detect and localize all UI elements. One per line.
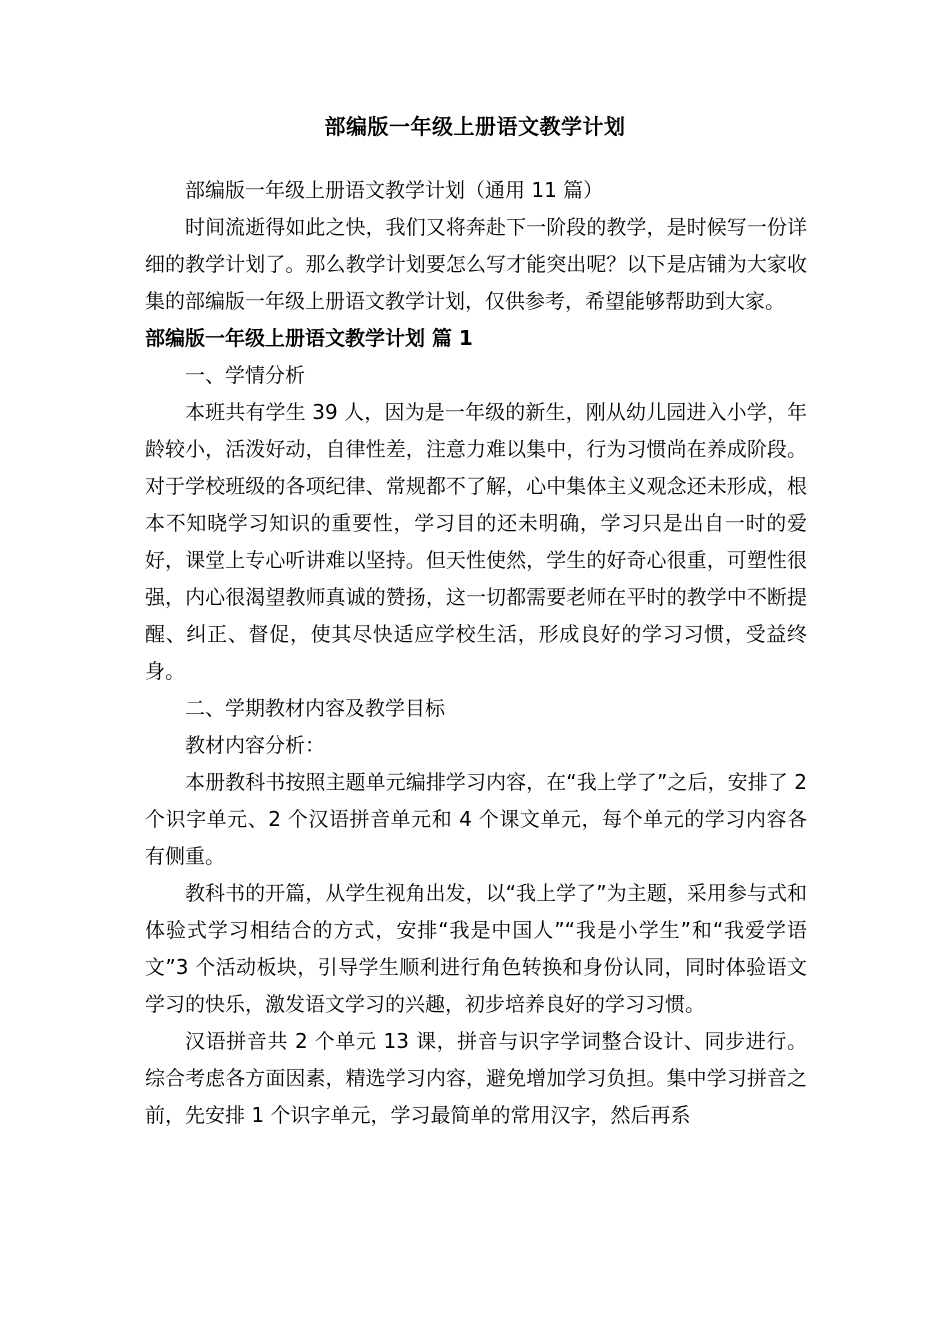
paragraph-subtitle: 部编版一年级上册语文教学计划（通用 11 篇） [185, 178, 604, 202]
subheading-content-analysis: 教材内容分析： [185, 733, 325, 757]
paragraph-pinyin: 汉语拼音共 2 个单元 13 课，拼音与识字学词整合设计、同步进行。综合考虑各方面因素，精选学习内容，避免增加学习负担。集中学习拼音之前，先安排 1 个识字单元，学习最简单的常用汉字，然后再系 [145, 1029, 807, 1127]
subheading-content-goals: 二、学期教材内容及教学目标 [185, 696, 445, 720]
paragraph-intro: 时间流逝得如此之快，我们又将奔赴下一阶段的教学，是时候写一份详细的教学计划了。那么教学计划要怎么写才能突出呢？以下是店铺为大家收集的部编版一年级上册语文教学计划，仅供参考，希望能够帮助到大家。 [145, 215, 807, 313]
section-heading: 部编版一年级上册语文教学计划 篇 1 [145, 326, 473, 350]
paragraph-units: 本册教科书按照主题单元编排学习内容，在“我上学了”之后，安排了 2 个识字单元、2 个汉语拼音单元和 4 个课文单元，每个单元的学习内容各有侧重。 [145, 770, 807, 868]
document-body [145, 172, 807, 1134]
paragraph-learning-analysis: 本班共有学生 39 人，因为是一年级的新生，刚从幼儿园进入小学，年龄较小，活泼好动，自律性差，注意力难以集中，行为习惯尚在养成阶段。对于学校班级的各项纪律、常规都不了解，心中集体主义观念还未形成，根本不知晓学习知识的重要性，学习目的还未明确，学习只是出自一时的爱好，课堂上专心听讲难以坚持。但天性使然，学生的好奇心很重，可塑性很强，内心很渴望教师真诚的赞扬，这一切都需要老师在平时的教学中不断提醒、纠正、督促，使其尽快适应学校生活，形成良好的学习习惯，受益终身。 [145, 400, 807, 683]
subheading-learning-analysis: 一、学情分析 [185, 363, 305, 387]
document-title: 部编版一年级上册语文教学计划 [324, 115, 626, 139]
paragraph-opening: 教科书的开篇，从学生视角出发，以“我上学了”为主题，采用参与式和体验式学习相结合的方式，安排“我是中国人”“我是小学生”和“我爱学语文”3 个活动板块，引导学生顺利进行角色转换和身份认同，同时体验语文学习的快乐，激发语文学习的兴趣，初步培养良好的学习习惯。 [145, 881, 807, 1016]
